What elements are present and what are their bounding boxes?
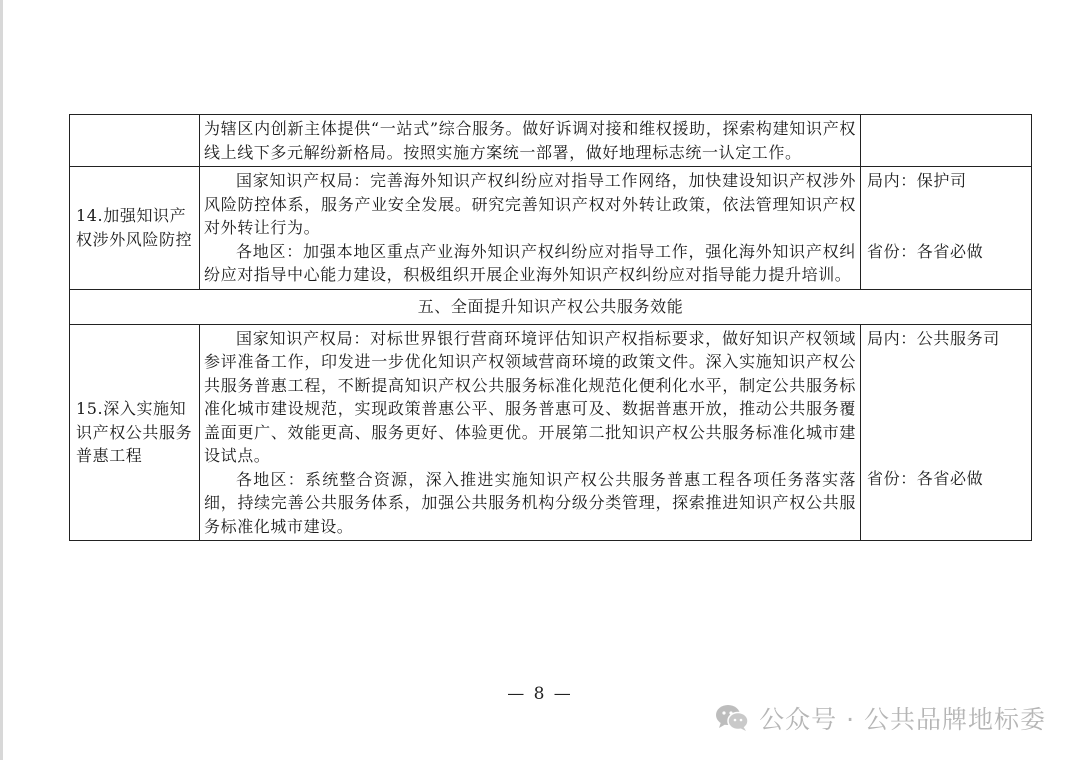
table-row bbox=[70, 324, 1032, 541]
page-left-edge bbox=[0, 0, 3, 760]
wechat-icon bbox=[715, 704, 749, 732]
content-paragraph: 为辖区内创新主体提供“一站式”综合服务。做好诉调对接和维权援助，探索构建知识产权线上线下多元解纷新格局。按照实施方案统一部署，做好地理标志统一认定工作。 bbox=[204, 119, 856, 162]
responsibility-cell bbox=[861, 324, 1032, 541]
table-row bbox=[70, 115, 1032, 167]
national-paragraph: 国家知识产权局：对标世界银行营商环境评估知识产权指标要求，做好知识产权领域参评准备工作，印发进一步优化知识产权领域营商环境的政策文件。深入实施知识产权公共服务普惠工程，不断提高知识产权公共服务标准化规范化便利化水平，制定公共服务标准化城市建设规范，实现政策普惠公平、服务普惠可及、数据普惠开放，推动公共服务覆盖面更广、效能更高、服务更好、体验更优。开展第二批知识产权公共服务标准化城市建设试点。 bbox=[204, 328, 856, 465]
table-row bbox=[70, 167, 1032, 290]
local-paragraph: 各地区：系统整合资源，深入推进实施知识产权公共服务普惠工程各项任务落实落细，持续完善公共服务体系，加强公共服务机构分级分类管理，探索推进知识产权公共服务标准化城市建设。 bbox=[204, 469, 856, 536]
responsibility-cell bbox=[861, 167, 1032, 290]
content-cell bbox=[200, 115, 861, 167]
task-cell: 15.深入实施知识产权公共服务普惠工程 bbox=[70, 324, 200, 541]
page-number: — 8 — bbox=[507, 684, 573, 704]
content-cell bbox=[200, 324, 861, 541]
content-cell bbox=[200, 167, 861, 290]
task-table bbox=[69, 114, 1032, 541]
resp-province: 省份：各省必做 bbox=[867, 241, 984, 261]
resp-bureau: 局内：保护司 bbox=[867, 171, 967, 190]
watermark bbox=[715, 700, 1046, 736]
task-cell bbox=[70, 115, 200, 167]
watermark-text: 公众号 · 公共品牌地标委 bbox=[759, 705, 1046, 734]
task-cell: 14.加强知识产权涉外风险防控 bbox=[70, 167, 200, 290]
section-heading: 五、全面提升知识产权公共服务效能 bbox=[70, 289, 1032, 324]
responsibility-cell bbox=[861, 115, 1032, 167]
table-row bbox=[70, 289, 1032, 324]
local-paragraph: 各地区：加强本地区重点产业海外知识产权纠纷应对指导工作，强化海外知识产权纠纷应对指导中心能力建设，积极组织开展企业海外知识产权纠纷应对指导能力提升培训。 bbox=[204, 241, 856, 284]
national-paragraph: 国家知识产权局：完善海外知识产权纠纷应对指导工作网络，加快建设知识产权涉外风险防控体系，服务产业安全发展。研究完善知识产权对外转让政策，依法管理知识产权对外转让行为。 bbox=[204, 171, 856, 237]
resp-bureau: 局内：公共服务司 bbox=[867, 328, 1000, 348]
resp-province: 省份：各省必做 bbox=[867, 469, 984, 488]
